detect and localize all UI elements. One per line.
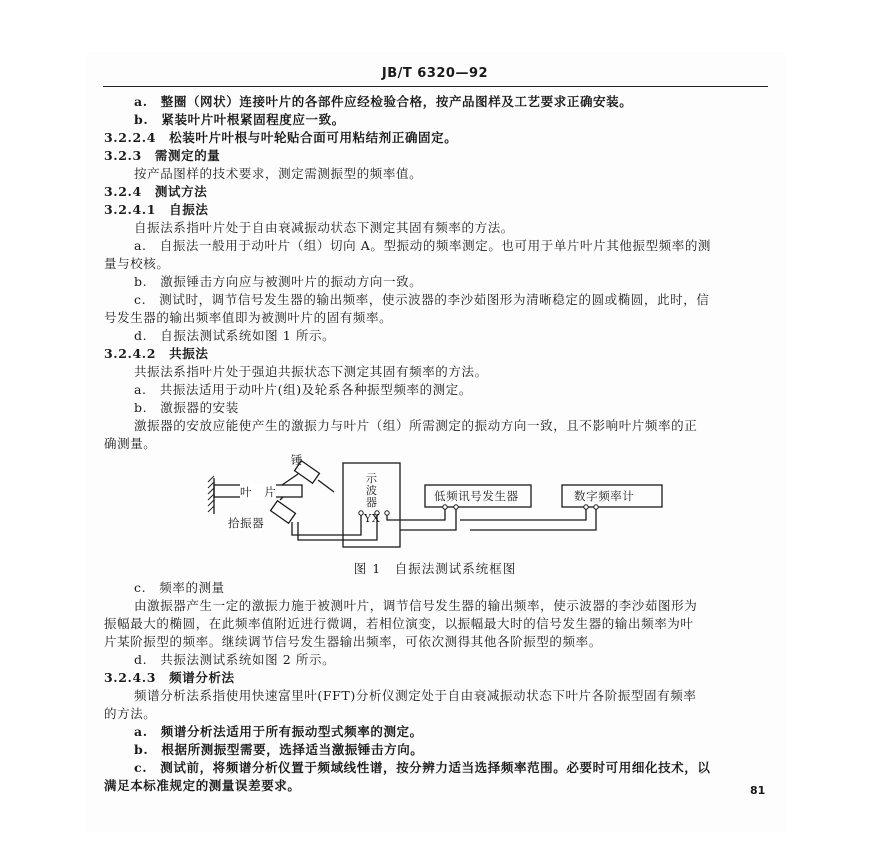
text-line: a. 频谱分析法适用于所有振动型式频率的测定。 <box>134 724 423 739</box>
page-number: 81 <box>750 784 766 797</box>
oscilloscope-label-1: 示 <box>366 472 378 485</box>
text-line: 振幅最大的椭圆，在此频率值附近进行微调，若相位演变，以振幅最大时的信号发生器的输出频率为叶 <box>104 616 694 631</box>
section-heading: 3.2.2.4 松装叶片叶根与叶轮贴合面可用粘结剂正确固定。 <box>104 130 458 145</box>
text-line: b. 激振器的安装 <box>134 400 239 415</box>
section-heading: 3.2.4.2 共振法 <box>104 346 209 361</box>
text-line: b. 紧装叶片叶根紧固程度应一致。 <box>134 112 345 127</box>
text-line: 量与校核。 <box>104 256 170 271</box>
text-line: 片某阶振型的频率。继续调节信号发生器输出频率，可依次测得其他各阶振型的频率。 <box>104 634 602 649</box>
figure-caption: 图 1 自振法测试系统框图 <box>353 561 517 576</box>
text-line: 由激振器产生一定的激振力施于被测叶片，调节信号发生器的输出频率，使示波器的李沙茹图形为 <box>134 598 698 613</box>
generator-label: 低频讯号发生器 <box>434 489 519 503</box>
text-line: c. 频率的测量 <box>134 580 225 595</box>
hammer-label: 锤 <box>291 453 304 467</box>
text-line: a. 自振法一般用于动叶片（组）切向 A。型振动的频率测定。也可用于单片叶片其他振型频率的测 <box>134 238 712 253</box>
text-line: d. 自振法测试系统如图 1 所示。 <box>134 328 336 343</box>
hammer-icon <box>282 461 334 492</box>
text-line: 共振法系指叶片处于强迫共振状态下测定其固有频率的方法。 <box>134 364 488 379</box>
text-line: d. 共振法测试系统如图 2 所示。 <box>134 652 336 667</box>
pickup-label: 拾振器 <box>228 516 265 530</box>
fixture-hatch <box>208 476 214 512</box>
section-heading: 3.2.4.3 频谱分析法 <box>104 670 235 685</box>
text-line: 确测量。 <box>104 436 157 451</box>
document-header-id: JB/T 6320—92 <box>381 66 489 81</box>
text-line: b. 激振锤击方向应与被测叶片的振动方向一致。 <box>134 274 423 289</box>
text-line: a. 整圈（网状）连接叶片的各部件应经检验合格，按产品图样及工艺要求正确安装。 <box>134 94 633 109</box>
section-heading: 3.2.3 需测定的量 <box>104 148 221 163</box>
blade-label: 叶 片 <box>240 485 277 499</box>
oscilloscope-label-2: 波 <box>366 484 378 497</box>
text-line: 号发生器的输出频率值即为被测叶片的固有频率。 <box>104 310 393 325</box>
text-line: 激振器的安放应能使产生的激振力与叶片（组）所需测定的振动方向一致，且不影响叶片频率的正 <box>134 418 698 433</box>
section-heading: 3.2.4 测试方法 <box>104 184 208 199</box>
pickup-icon <box>271 497 296 523</box>
text-line: c. 测试时，调节信号发生器的输出频率，使示波器的李沙茹图形为清晰稳定的圆或椭圆，此时，信 <box>134 292 710 307</box>
text-line: 满足本标准规定的测量误差要求。 <box>104 778 301 793</box>
text-line: 的方法。 <box>104 706 157 721</box>
text-line: c. 测试前，将频谱分析仪置于频域线性谱，按分辨力适当选择频率范围。必要时可用细化技术，以 <box>134 760 711 775</box>
text-line: a. 共振法适用于动叶片(组)及轮系各种振型频率的测定。 <box>134 382 472 397</box>
text-line: 按产品图样的技术要求，测定需测振型的频率值。 <box>134 166 423 181</box>
text-line: 自振法系指叶片处于自由衰减振动状态下测定其固有频率的方法。 <box>134 220 514 235</box>
text-line: b. 根据所测振型需要，选择适当激振锤击方向。 <box>134 742 424 757</box>
section-heading: 3.2.4.1 自振法 <box>104 202 209 217</box>
oscilloscope-label-3: 器 <box>366 496 378 509</box>
counter-label: 数字频率计 <box>574 489 635 503</box>
text-line: 频谱分析法系指使用快速富里叶(FFT)分析仪测定处于自由衰减振动状态下叶片各阶振型固有频率 <box>134 688 697 703</box>
oscilloscope-yx-label: YX <box>364 512 381 525</box>
